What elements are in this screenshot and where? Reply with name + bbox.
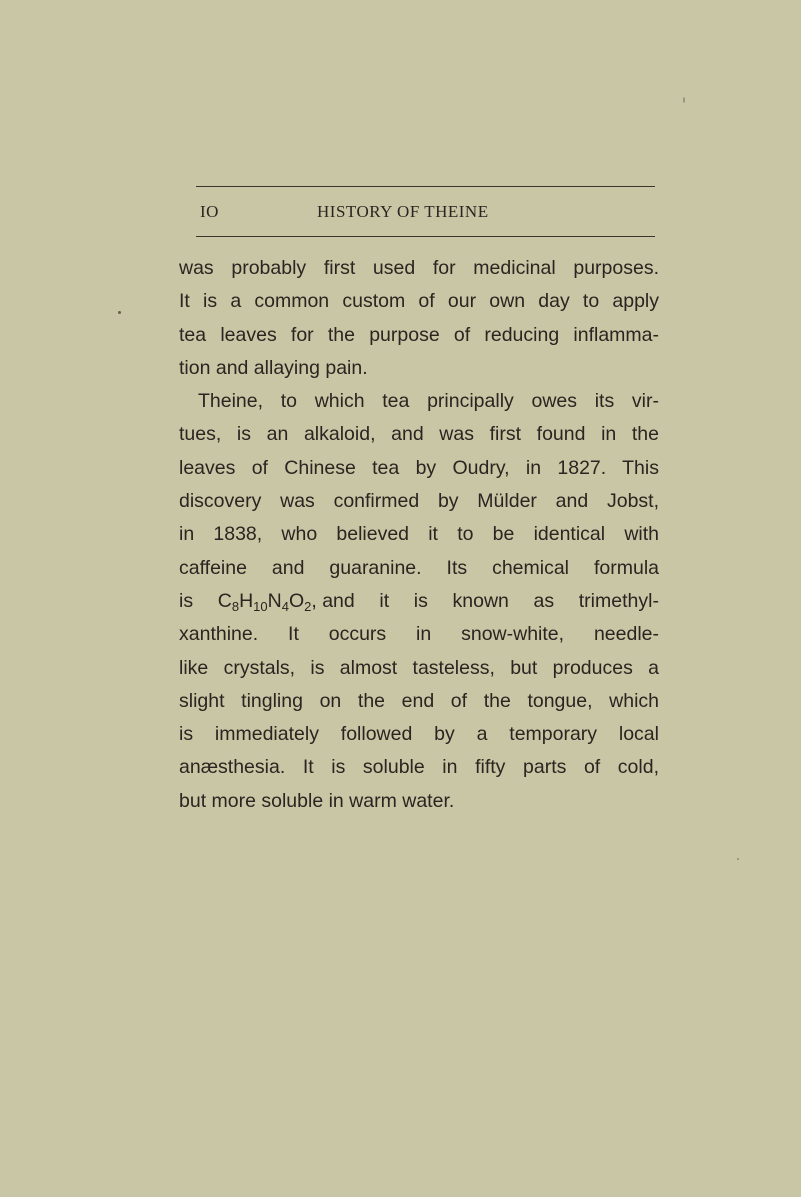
text-line: is immediately followed by a temporary local [179, 723, 659, 746]
text-line: like crystals, is almost tasteless, but produces a [179, 656, 659, 679]
text-line: but more soluble in warm water. [179, 789, 455, 812]
formula-tail-word: known [452, 589, 509, 612]
formula-line [179, 585, 659, 618]
text-line: anæsthesia. It is soluble in fifty parts of cold, [179, 756, 659, 779]
text-line: It is a common custom of our own day to apply [179, 290, 659, 313]
text-line: tues, is an alkaloid, and was first found in the [179, 423, 659, 446]
formula-tail-word: as [533, 589, 555, 612]
header-top-rule [196, 186, 655, 187]
formula-tail-word: trimethyl- [578, 589, 659, 612]
text-line: in 1838, who believed it to be identical with [179, 523, 659, 546]
running-title: HISTORY OF THEINE [317, 202, 489, 221]
chemical-formula: $C_8H_{10}N_4O_2$, and [217, 589, 355, 614]
formula-tail-word: it [379, 589, 390, 612]
formula-tail-word: is [413, 589, 428, 612]
text-line: was probably first used for medicinal purposes. [179, 257, 659, 279]
text-line: caffeine and guaranine. Its chemical formula [179, 556, 659, 579]
running-header [196, 202, 655, 226]
text-line: xanthine. It occurs in snow-white, needle- [179, 623, 659, 646]
header-bottom-rule [196, 236, 655, 237]
paper-speck [737, 858, 739, 860]
paper-speck [118, 311, 121, 314]
formula-lead-word: is [179, 589, 194, 612]
text-line: tea leaves for the purpose of reducing inflamma- [179, 323, 659, 346]
text-line: discovery was confirmed by Mülder and Jobst, [179, 490, 659, 513]
text-line: Theine, to which tea principally owes its vir- [198, 390, 659, 413]
body-paragraphs [179, 252, 659, 818]
text-line: leaves of Chinese tea by Oudry, in 1827. This [179, 456, 659, 479]
page-number: IO [200, 202, 219, 221]
paper-speck [683, 97, 685, 103]
text-line: tion and allaying pain. [179, 356, 368, 379]
text-line: slight tingling on the end of the tongue, which [179, 689, 659, 712]
